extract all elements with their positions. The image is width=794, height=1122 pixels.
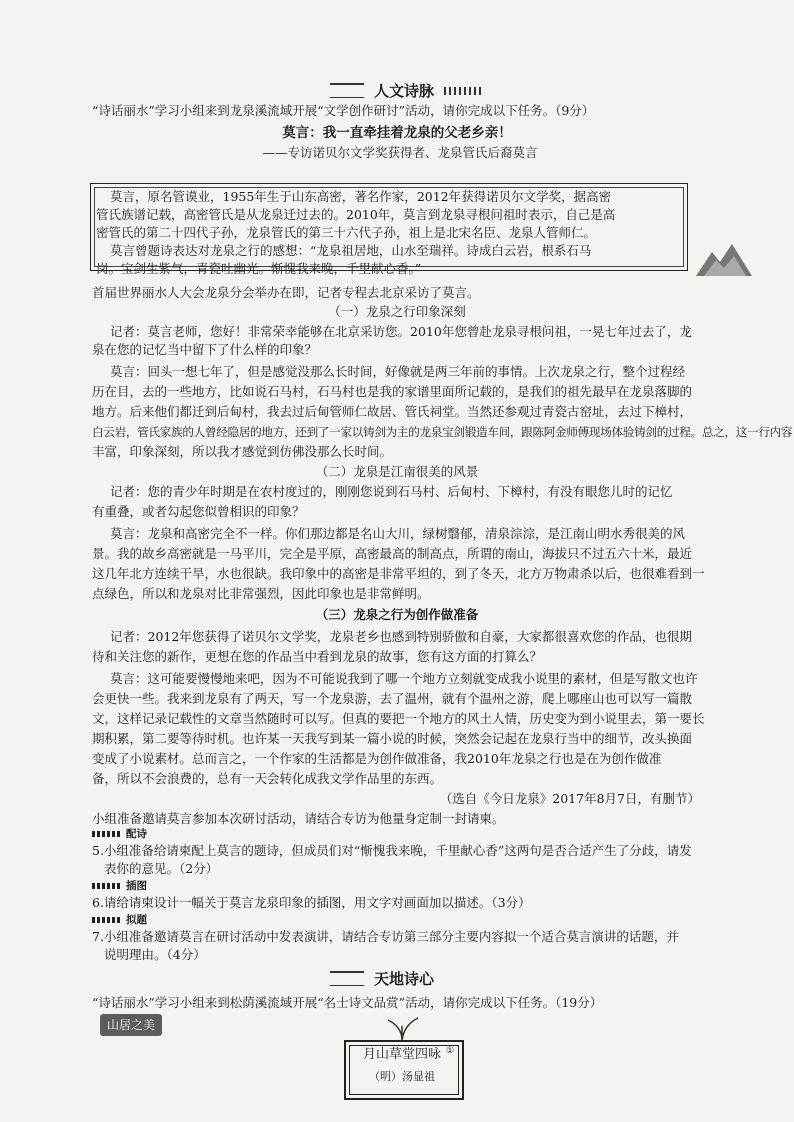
- lead-paragraph: 首届世界丽水人大会龙泉分会举办在即，记者专程去北京采访了莫言。: [92, 285, 480, 300]
- body-line: 有重叠，或者勾起您似曾相识的印象？: [92, 504, 305, 519]
- section2-intro: “诗话丽水”学习小组来到松荫溪流域开展“名士诗文品赏”活动，请你完成以下任务。（19分）: [92, 995, 603, 1010]
- body-line: 景。我的故乡高密就是一马平川，完全是平原，高密最高的制高点，所谓的南山，海拔只不过五六十米，最近: [92, 546, 693, 561]
- question-6: 6.请给请柬设计一幅关于莫言龙泉印象的插图，用文字对画面加以描述。（3分）: [92, 895, 531, 910]
- body-line: 文，这样记录记载性的文章当然随时可以写。但真的要把一个地方的风土人情，历史变为到小说里去，第一要长: [92, 711, 705, 726]
- body-line: 莫言：龙泉和高密完全不一样。你们那边都是名山大川，绿树翳郁，清泉淙淙，是江南山明水秀很美的风: [110, 526, 686, 541]
- body-line: 地方。后来他们都迁到后甸村，我去过后甸管师仁故居、管氏祠堂。当然还参观过青瓷古窑址，去过下樟村，: [92, 404, 693, 419]
- poem-footnote-mark: ①: [446, 1046, 455, 1056]
- article-headline: 莫言：我一直牵挂着龙泉的父老乡亲！: [282, 125, 512, 141]
- box-line: 管氏族谱记载，高密管氏是从龙泉迁过去的。2010年，莫言到龙泉寻根问祖时表示，自己是高: [96, 207, 616, 222]
- part2-heading: （二）龙泉是江南很美的风景: [315, 464, 479, 479]
- body-line: 莫言：这可能要慢慢地来吧，因为不可能说我到了哪一个地方立刻就变成我小说里的素材，但是写散文也许: [110, 671, 698, 686]
- body-line: 记者：2012年您获得了诺贝尔文学奖，龙泉老乡也感到特别骄傲和自豪，大家都很喜欢您的作品，也很期: [110, 629, 692, 644]
- body-line: 待和关注您的新作，更想在您的作品当中看到龙泉的故事，您有这方面的打算么？: [92, 649, 543, 664]
- box-line: 密管氏的第二十四代子孙，龙泉管氏的第三十六代子孙，祖上是北宋名臣、龙泉人管师仁。: [96, 225, 597, 240]
- body-line: 期积累，第二要等待时机。也许某一天我写到某一篇小说的时候，突然会记起在龙泉行当中的细节，改头换面: [92, 731, 693, 746]
- part1-heading: （一）龙泉之行印象深刻: [328, 304, 466, 319]
- poem-author: （明）汤显祖: [369, 1070, 435, 1083]
- section-title-text: 人文诗脉: [374, 82, 435, 100]
- question-7-cont: 说明理由。（4分）: [104, 947, 206, 962]
- article-source: （选自《今日龙泉》2017年8月7日，有删节）: [439, 791, 700, 806]
- box-line: 莫言，原名管谟业，1955年生于山东高密，著名作家，2012年获得诺贝尔文学奖，据高密: [110, 189, 612, 204]
- tag-poem: 配诗: [92, 826, 147, 841]
- badge-shanju: 山居之美: [100, 1014, 162, 1036]
- task-text: 小组准备邀请莫言参加本次研讨活动，请结合专访为他量身定制一封请柬。: [92, 811, 505, 826]
- question-5-cont: 表你的意见。（2分）: [104, 861, 219, 876]
- question-7: 7.小组准备邀请莫言在研讨活动中发表演讲，请结合专访第三部分主要内容拟一个适合莫言演讲的话题，并: [92, 929, 679, 944]
- poem-title: 月山草堂四咏: [362, 1047, 441, 1062]
- section-title-text: 天地诗心: [374, 970, 435, 988]
- body-line: 莫言：回头一想七年了，但是感觉没那么长时间，好像就是两三年前的事情。上次龙泉之行，整个过程经: [110, 364, 686, 379]
- body-line: 记者：您的青少年时期是在农村度过的，刚刚您说到石马村、后甸村、下樟村，有没有眼您儿时的记忆: [110, 484, 673, 499]
- body-line: 白云岩，管氏家族的人曾经隐居的地方，还到了一家以铸剑为主的龙泉宝剑锻造车间，跟陈阿金师傅现场体验铸剑的过程。总之，这一行内容: [92, 425, 793, 439]
- body-line: 变成了小说素材。总而言之，一个作家的生活都是为创作做准备，我2010年龙泉之行也是在为创作做准: [92, 751, 662, 766]
- tag-topic: 拟题: [92, 912, 147, 927]
- tag-illustration: 插图: [92, 878, 147, 893]
- article-subhead: ——专访诺贝尔文学奖获得者、龙泉管氏后裔莫言: [262, 145, 538, 160]
- body-line: 记者：莫言老师，您好！非常荣幸能够在北京采访您。2010年您曾赴龙泉寻根问祖，一晃七年过去了，龙: [110, 324, 692, 339]
- section1-intro: “诗话丽水”学习小组来到龙泉溪流域开展“文学创作研讨”活动，请你完成以下任务。（9分）: [92, 103, 595, 118]
- box-line: 岗。宝剑生紫气，青瓷吐幽光。惭愧我来晚，千里献心香。”: [96, 261, 422, 276]
- body-line: 丰富，印象深刻，所以我才感觉到仿佛没那么长时间。: [92, 444, 393, 459]
- body-line: 会更快一些。我来到龙泉有了两天，写一个龙泉游，去了温州，就有个温州之游，爬上哪座山也可以写一篇散: [92, 691, 693, 706]
- body-line: 历在目，去的一些地方，比如说石马村，石马村也是我的家谱里面所记载的，是我们的祖先最早在龙泉落脚的: [92, 384, 693, 399]
- body-line: 泉在您的记忆当中留下了什么样的印象？: [92, 342, 318, 357]
- box-line: 莫言曾题诗表达对龙泉之行的感想：“龙泉祖居地，山水至瑞祥。诗成白云岩，根系石马: [110, 243, 592, 258]
- part3-heading: （三）龙泉之行为创作做准备: [315, 607, 479, 622]
- body-line: 备，所以不会浪费的，总有一天会转化成我文学作品里的东西。: [92, 771, 443, 786]
- body-line: 这几年北方连续干旱，水也很缺。我印象中的高密是非常平坦的，到了冬天，北方万物肃杀以后，也很难看到一: [92, 566, 705, 581]
- question-5: 5.小组准备给请柬配上莫言的题诗，但成员们对“惭愧我来晚，千里献心香”这两句是否合适产生了分歧，请发: [92, 843, 692, 858]
- body-line: 点绿色，所以和龙泉对比非常强烈，因此印象也是非常鲜明。: [92, 586, 430, 601]
